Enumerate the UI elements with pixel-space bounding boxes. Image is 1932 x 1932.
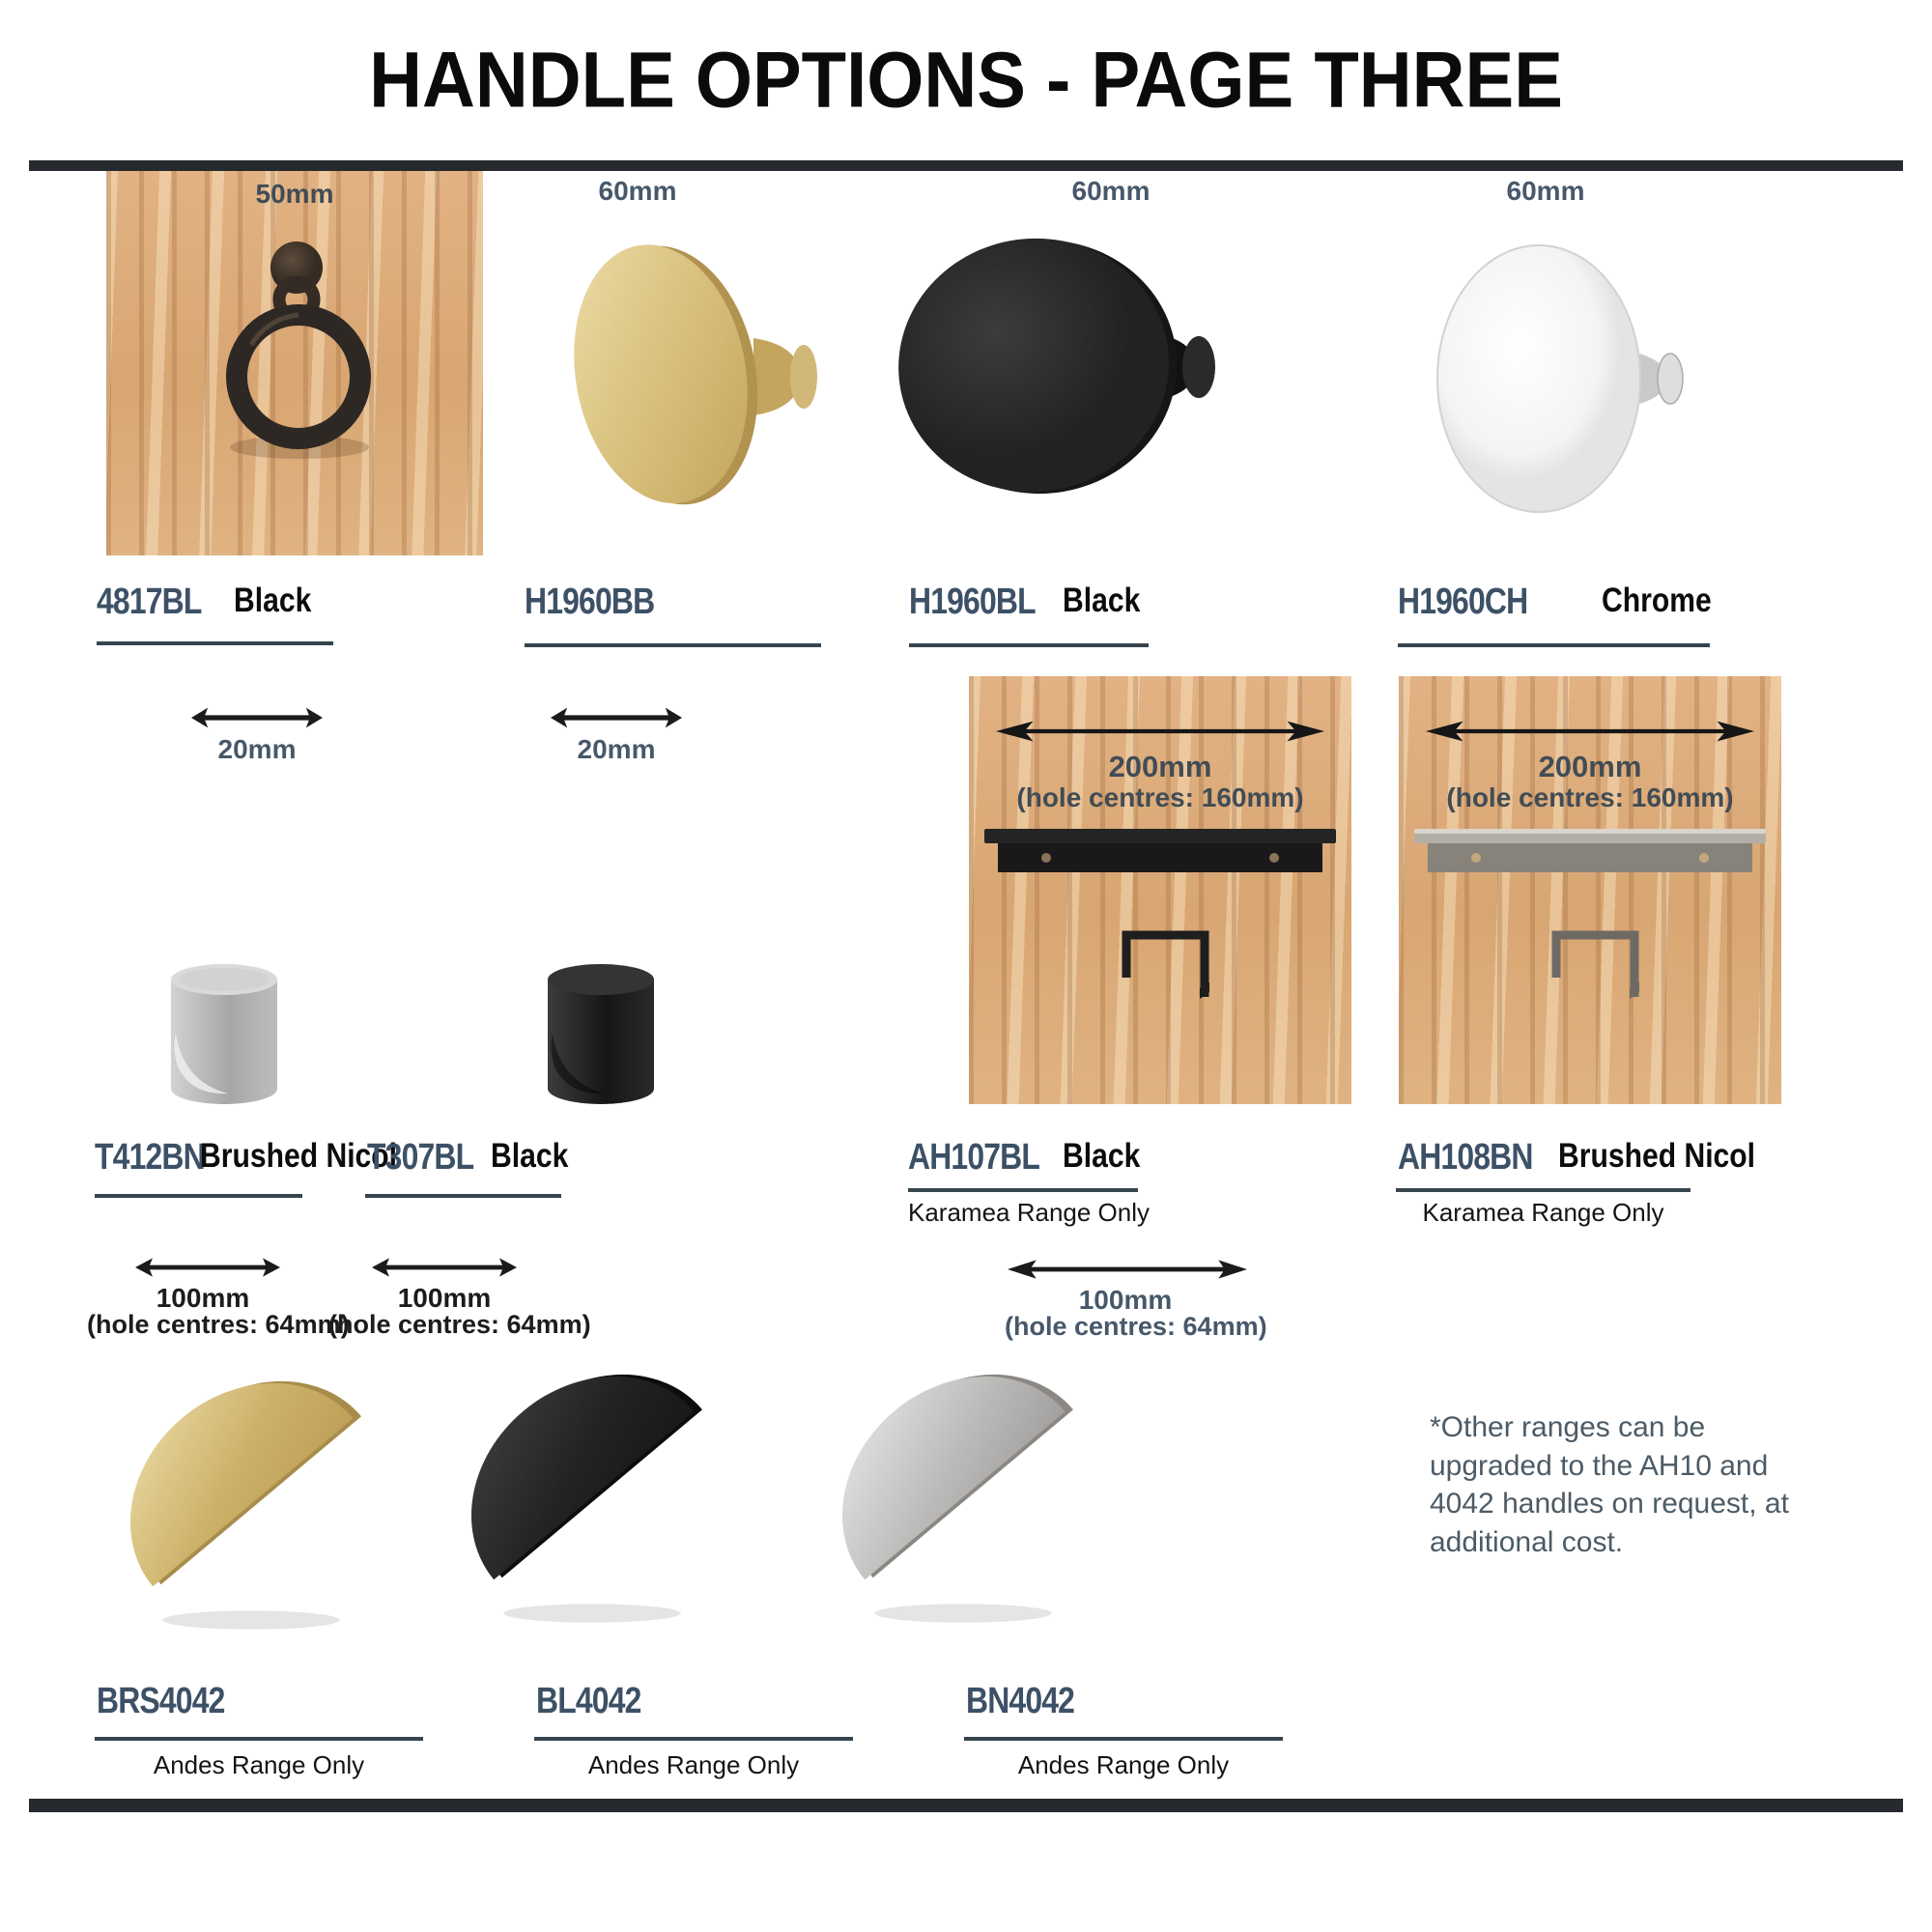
dimension-label-100mm-bn: 100mm: [1078, 1285, 1173, 1315]
brass-knob-photo: [526, 227, 836, 526]
range-note-brs4042: Andes Range Only: [153, 1750, 365, 1779]
underline: [534, 1737, 853, 1741]
hole-centres-label-bn: (hole centres: 64mm): [1005, 1312, 1267, 1341]
dimension-label-100mm-bl: 100mm: [397, 1283, 492, 1313]
finish-label-t307bl: Black: [491, 1137, 569, 1175]
product-code-h1960bl: H1960BL: [909, 582, 1036, 622]
product-code-4817bl: 4817BL: [97, 582, 202, 622]
black-scoop-handle-photo: [452, 1357, 732, 1647]
dimension-label-60mm-brass: 60mm: [598, 176, 677, 206]
finish-label-t412bn: Brushed Nicol: [200, 1137, 398, 1175]
product-code-t307bl: T307BL: [367, 1137, 474, 1178]
underline: [908, 1188, 1138, 1192]
range-note-bl4042: Andes Range Only: [587, 1750, 800, 1779]
silver-cylinder-knob-photo: [166, 958, 282, 1118]
underline: [95, 1194, 302, 1198]
dimension-arrow-icon: [1008, 1258, 1247, 1281]
chrome-knob-photo: [1425, 232, 1715, 522]
finish-label-h1960bl: Black: [1063, 582, 1141, 619]
underline: [1396, 1188, 1690, 1192]
ring-pull-handle-drawing: [106, 171, 483, 555]
black-knob-photo: [884, 220, 1222, 529]
upgrade-note: *Other ranges can be upgraded to the AH10 and 4042 handles on request, at additional cost.: [1430, 1411, 1789, 1558]
product-code-bl4042: BL4042: [536, 1681, 641, 1721]
finish-label-ah108bn: Brushed Nicol: [1558, 1137, 1756, 1175]
product-code-ah107bl: AH107BL: [908, 1137, 1040, 1178]
nickel-bar-handle-photo: [1399, 676, 1781, 1104]
finish-label-h1960ch: Chrome: [1602, 582, 1712, 619]
dimension-label-200mm: 200mm: [1108, 750, 1212, 783]
black-cylinder-knob-photo: [543, 958, 659, 1118]
range-note-ah108bn: Karamea Range Only: [1422, 1198, 1664, 1227]
bar-handle-drawing: [969, 676, 1351, 1104]
finish-label-ah107bl: Black: [1063, 1137, 1141, 1175]
dimension-label-20mm-black: 20mm: [577, 734, 656, 764]
brass-scoop-handle-photo: [111, 1364, 391, 1654]
nickel-scoop-handle-photo: [823, 1357, 1103, 1647]
product-code-t412bn: T412BN: [95, 1137, 205, 1178]
dimension-label-60mm-chrome: 60mm: [1506, 176, 1585, 206]
product-code-h1960ch: H1960CH: [1398, 582, 1528, 622]
dimension-arrow-icon: [372, 1256, 517, 1279]
dimension-label-200mm: 200mm: [1538, 750, 1642, 783]
underline: [1398, 643, 1710, 647]
top-divider: [29, 160, 1903, 171]
range-note-bn4042: Andes Range Only: [1017, 1750, 1230, 1779]
dimension-label-50mm: 50mm: [255, 179, 334, 209]
dimension-arrow-icon: [191, 705, 323, 730]
dimension-arrow-icon: [551, 705, 682, 730]
page-title: HANDLE OPTIONS - PAGE THREE: [369, 36, 1563, 125]
range-note-ah107bl: Karamea Range Only: [908, 1198, 1151, 1227]
product-code-ah108bn: AH108BN: [1398, 1137, 1533, 1178]
dimension-label-20mm-silver: 20mm: [217, 734, 297, 764]
dimension-label-100mm-brs: 100mm: [156, 1283, 250, 1313]
underline: [97, 641, 333, 645]
product-code-brs4042: BRS4042: [97, 1681, 225, 1721]
hole-centres-label: (hole centres: 160mm): [1016, 782, 1304, 812]
hole-centres-label: (hole centres: 160mm): [1446, 782, 1734, 812]
bar-handle-drawing: [1399, 676, 1781, 1104]
underline: [964, 1737, 1283, 1741]
ring-pull-photo: [106, 171, 483, 555]
product-code-bn4042: BN4042: [966, 1681, 1075, 1721]
underline: [365, 1194, 561, 1198]
product-code-h1960bb: H1960BB: [525, 582, 655, 622]
hole-centres-label-bl: (hole centres: 64mm): [328, 1310, 591, 1339]
underline: [525, 643, 821, 647]
finish-label-4817bl: Black: [234, 582, 312, 619]
hole-centres-label-brs: (hole centres: 64mm): [87, 1310, 350, 1339]
bottom-divider: [29, 1799, 1903, 1812]
dimension-label-60mm-black: 60mm: [1071, 176, 1151, 206]
underline: [95, 1737, 423, 1741]
dimension-arrow-icon: [135, 1256, 280, 1279]
black-bar-handle-photo: [969, 676, 1351, 1104]
underline: [909, 643, 1149, 647]
